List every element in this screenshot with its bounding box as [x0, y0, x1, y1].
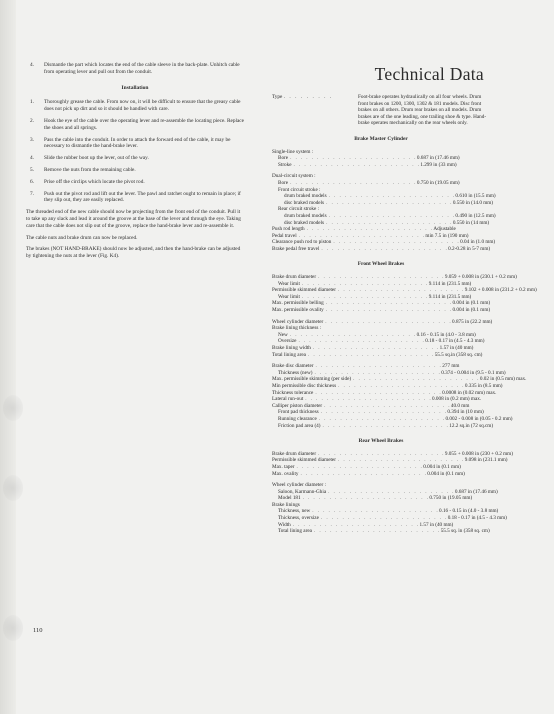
dot-leader: . . . . . . . . . . . . . . . . . . . . . . . .: [322, 422, 450, 429]
spec-row: [272, 281, 490, 288]
spec-value: 55.5 sq.in (358 sq. cm): [434, 351, 483, 358]
spec-label: Max. permissible belling: [272, 300, 324, 307]
spec-label: New: [278, 331, 288, 338]
spec-value: 0.687 in (17.46 mm): [416, 155, 460, 162]
spec-value: Adjustable: [433, 226, 456, 233]
dot-leader: . . . . . . . . . . . . . . . . . . . . . . . .: [337, 287, 465, 294]
spec-label: Permissible skimmed diameter: [272, 287, 336, 294]
step-number: 4.: [30, 62, 34, 68]
spec-label: Oversize: [278, 338, 297, 345]
dot-leader: . . . . . . . . . . . . . . . . . . . . . . . .: [325, 300, 453, 307]
spec-row: [272, 220, 490, 227]
spec-label: Front circuit stroke :: [278, 186, 321, 193]
numbered-step: [26, 167, 244, 174]
dot-leader: . . . . . . . . . . . . . . . . . . . . . . . .: [292, 521, 420, 528]
spec-value: 0.0008 in (0.02 mm) max.: [442, 389, 497, 396]
spec-label: Push rod length: [272, 226, 305, 233]
section-heading: Front Wheel Brakes: [357, 261, 405, 268]
dot-leader: [300, 502, 416, 509]
type-label: Type: [272, 94, 283, 100]
spec-row: [272, 180, 490, 187]
spec-value: 0.2-0.28 in 5-7 mm): [448, 245, 491, 252]
spec-row: [272, 471, 490, 478]
spec-label: Wheel cylinder diameter: [272, 318, 324, 325]
numbered-step: [26, 62, 244, 76]
spec-row: [272, 382, 503, 390]
spec-row: [272, 415, 513, 423]
step-text: Thoroughly grease the cable. From now on, it will be difficult to ensure that the greasy cable does not pick up dirt and so it should be handled with care.: [44, 99, 241, 113]
dot-leader: . . . . . . . . . . . . . . . . . . . . . . . .: [326, 219, 453, 226]
spec-row: [272, 155, 490, 162]
spec-label: Rear circuit stroke :: [278, 206, 320, 213]
spec-label: disc braked models: [284, 199, 325, 206]
step-number: 1.: [30, 99, 34, 106]
dot-leader: . . . . . . . . . . . . . . . . . . . . . . . .: [307, 351, 435, 358]
spec-value: 0.875 in (22.2 mm): [452, 318, 493, 325]
spec-row: [272, 363, 490, 370]
spec-value: [416, 173, 490, 180]
spec-row: [272, 307, 490, 314]
adjust-paragraph: The brakes (NOT HAND-BRAKE) should now be adjusted, and then the hand-brake can be adjusted by tightening the nuts at the lever (Fig. K4).: [26, 246, 241, 260]
spec-label: Friction pad area (4): [278, 422, 321, 429]
dot-leader: . . . . . . . . . . . . . . . . . . . . . . . .: [337, 457, 465, 464]
spec-row: [272, 495, 490, 502]
spec-row: [272, 345, 490, 352]
spec-label: Calliper piston diameter: [272, 402, 323, 409]
spec-value: 0.008 in (0.2 mm) max.: [432, 396, 482, 403]
step-text: Dismantle the part which locates the end of the cable sleeve in the back-plate. Unhitch cable from operating lever and pull out from the conduit.: [44, 62, 240, 75]
spec-label: disc braked models: [284, 219, 325, 226]
intro-steps: [26, 62, 244, 76]
spec-label: Max. ovality: [272, 470, 299, 477]
spec-value: 0.18 - 0.17 in (4.5 - 4.3 mm): [425, 338, 485, 345]
spec-label: Brake pedal free travel: [272, 245, 320, 252]
spec-label: Thickness, oversize: [278, 515, 319, 522]
spec-row: [272, 318, 493, 326]
spec-row: [272, 162, 490, 169]
spec-label: Thickness (new): [278, 369, 313, 376]
spec-label: Min permissible disc thickness: [272, 382, 337, 389]
dot-leader: . . . . . . . . . . . . . . . . . . . . . . . .: [318, 274, 445, 281]
spec-value: 9.102 + 0.008 in (231.2 + 0.2 mm): [464, 287, 537, 294]
spec-value: 40.0 mm: [450, 402, 470, 409]
spec-value: 1.299 in (33 mm): [420, 161, 457, 168]
spec-value: 9.059 + 0.008 in (230.1 + 0.2 mm): [444, 274, 517, 281]
spec-label: Brake drum diameter: [272, 274, 317, 281]
spec-label: Thickness, new: [278, 508, 311, 515]
spec-row: [272, 338, 490, 345]
dot-leader: . . . . . . . . . . . . . . . . . . . . . . . .: [293, 161, 421, 168]
dot-leader: . . . . . . . . . . . . . . . . . . . . . . . .: [313, 528, 441, 535]
spec-label: Brake disc diameter: [272, 363, 314, 370]
page-number: 110: [33, 627, 43, 634]
spec-value: 0.16 - 0.15 in (4.0 - 3.8 mm): [439, 508, 499, 515]
step-number: 5.: [30, 166, 34, 173]
dot-leader: . . . . . . . . . . . . . . . . . . . . . . . .: [318, 415, 446, 422]
spec-value: 0.16 - 0.15 in (4.0 - 3.8 mm): [416, 331, 476, 338]
spec-row: [272, 376, 527, 383]
spec-row: [272, 515, 507, 522]
spec-row: [272, 173, 490, 180]
spec-value: 0.004 in (0.1 mm): [452, 307, 491, 314]
step-text: Prise off the circlips which locate the pivot rod.: [44, 178, 145, 185]
spec-row: [272, 246, 490, 253]
dot-leader: . . . . . . . . . . . . . . . . . . . . . . . .: [318, 450, 445, 457]
spec-value: 0.394 in (10 mm): [447, 409, 484, 416]
spec-value: 0.002 - 0.008 in (0.05 - 0.2 mm): [445, 415, 513, 422]
page-smudge: [3, 475, 23, 501]
step-text: Hook the eye of the cable over the operating lever and re-assemble the locating piece. Replace the shoes and all springs.: [44, 117, 245, 131]
spec-value: 0.610 in (15.5 mm): [455, 193, 496, 200]
spec-label: Clearance push rod to piston: [272, 239, 332, 246]
spec-label: drum braked models: [284, 193, 327, 200]
page-smudge: [3, 395, 23, 421]
section-heading: Brake Master Cylinder: [354, 135, 408, 142]
spec-value: [416, 482, 490, 489]
spec-label: Single-line system :: [272, 148, 314, 155]
step-text: Pass the cable into the conduit. In order to attach the forward end of the cable, it may be necessary to dismantle the hand-brake lever.: [44, 136, 231, 150]
spec-value: 0.004 in (0.1 mm): [452, 300, 491, 307]
dot-leader: . . . . . . . . . . . . . . . . . . . . . . . .: [333, 239, 461, 246]
dot-leader: . . . . . . . . . . . . . . . . . . . . . . . .: [296, 463, 424, 470]
spec-label: Thickness tolerance: [272, 389, 314, 396]
spec-label: Max. permissible skimming (per side): [272, 376, 352, 383]
spec-label: Wear limit: [278, 280, 300, 287]
spec-sections: [272, 135, 537, 535]
type-label-cell: [272, 94, 358, 127]
spec-value: 0.004 in (0.1 mm): [423, 463, 461, 470]
spec-value: 0.02 in (0.5 mm) max.: [479, 376, 527, 383]
spec-label: Brake linings: [272, 501, 300, 508]
spec-label: Total lining area: [272, 351, 306, 358]
spec-label: Max. taper: [272, 463, 295, 470]
spec-row: [272, 239, 496, 246]
spec-label: drum braked models: [284, 212, 327, 219]
spec-value: [416, 325, 490, 332]
spec-label: Wheel cylinder diameter :: [272, 482, 327, 489]
step-text: Slide the rubber boot up the lever, out of the way.: [44, 155, 149, 162]
spec-row: [272, 212, 496, 220]
dot-leader: . . . . . . . . . . . . . . . . . . . . . . . .: [315, 363, 443, 370]
spec-value: 0.335 in (8.5 mm): [464, 382, 503, 389]
dot-leader: . . . . . . . . . . . . . . . . . . . . . . . .: [325, 307, 453, 314]
spec-value: 9.114 in (231.5 mm): [428, 293, 472, 300]
spec-row: [272, 233, 490, 240]
dot-leader: . . . . . . . . . . . . . . . . . . . . . . . .: [289, 331, 417, 338]
spec-label: Brake lining width: [272, 345, 311, 351]
spec-label: Bore: [278, 179, 289, 186]
spec-row: [272, 193, 496, 200]
spec-row: [272, 274, 517, 281]
dot-leader: . . . . . . . . . . . . . . . . . . . . . . . .: [320, 409, 448, 416]
dot-leader: . . . . . . . . . . . . . . . . . . . . . . . .: [312, 345, 440, 351]
dot-leader: . . . . . . . . . . . . . . . . . . . . . . . .: [353, 376, 480, 383]
type-dots: . . . . . . . . .: [283, 94, 333, 100]
spec-label: Stroke: [278, 161, 292, 168]
spec-label: Brake lining thickness :: [272, 325, 322, 332]
spec-value: 0.374 - 0.004 in (9.5 - 0.1 mm): [441, 369, 506, 376]
spec-row: [272, 422, 494, 430]
spec-value: 12.2 sq.in (72 sq.cm): [449, 422, 494, 429]
numbered-step: [26, 99, 244, 113]
dot-leader: . . . . . . . . . . . . . . . . . . . . . . . .: [306, 226, 434, 233]
dot-leader: . . . . . . . . . . . . . . . . . . . . . . . .: [328, 193, 456, 200]
installation-steps: [26, 99, 244, 204]
dot-leader: . . . . . . . . . . . . . . . . . . . . . . . .: [302, 495, 430, 502]
spec-value: 0.490 in (12.5 mm): [455, 212, 496, 219]
spec-label: Brake drum diameter: [272, 450, 317, 457]
spec-value: 0.550 in (14.0 mm): [452, 199, 494, 206]
dot-leader: [316, 173, 416, 180]
step-number: 7.: [30, 190, 34, 197]
spec-label: Model 181: [278, 495, 301, 502]
spec-label: Max. permissible ovality: [272, 307, 324, 314]
spec-label: Front pad thickness: [278, 409, 319, 416]
dot-leader: . . . . . . . . . . . . . . . . . . . . . . . .: [298, 338, 426, 345]
numbered-step: [26, 179, 244, 186]
spec-value: 277 mm: [442, 363, 460, 370]
page-title: Technical Data: [374, 64, 484, 84]
spec-row: [272, 352, 490, 359]
spec-value: 0.750 in (19.05 mm): [416, 179, 460, 186]
spec-label: Dual-circuit system :: [272, 173, 316, 180]
dot-leader: . . . . . . . . . . . . . . . . . . . . . . . .: [320, 515, 448, 522]
dot-leader: . . . . . . . . . . . . . . . . . . . . . . . .: [298, 232, 426, 239]
type-row: [272, 94, 490, 127]
section-heading: Rear Wheel Brakes: [358, 438, 404, 445]
spec-row: [272, 450, 513, 458]
cable-paragraph: The threaded end of the new cable should now be projecting from the front end of the conduit. Pull it to take up any slack and lead it around the groove at the base of the lever and through the eye. Taking care that the cable does not slip out of the groove, replace the hand-brake lever and re-assemble it.: [26, 209, 241, 229]
spec-value: 0.750 in (19.05 mm): [429, 495, 473, 502]
page-binding-edge: [0, 0, 16, 714]
spec-value: [416, 206, 490, 213]
dot-leader: . . . . . . . . . . . . . . . . . . . . . . . .: [328, 488, 455, 495]
spec-value: 9.055 + 0.008 in (230 + 0.2 mm): [444, 450, 513, 457]
spec-label: Total lining area: [278, 528, 312, 535]
dot-leader: . . . . . . . . . . . . . . . . . . . . . . . .: [314, 369, 442, 376]
spec-label: Width: [278, 521, 291, 528]
installation-heading: Installation: [121, 84, 149, 91]
spec-row: [272, 457, 508, 464]
spec-row: [272, 226, 490, 233]
numbered-step: [26, 137, 244, 151]
spec-value: 0.550 in (14 mm): [452, 219, 490, 226]
spec-label: Lateral run-out: [272, 396, 304, 403]
dot-leader: . . . . . . . . . . . . . . . . . . . . . . . .: [301, 280, 429, 287]
spec-value: 9.114 in (231.5 mm): [428, 280, 472, 287]
spec-value: min 7.5 in (190 mm): [425, 232, 469, 239]
dot-leader: . . . . . . . . . . . . . . . . . . . . . . . .: [305, 396, 433, 403]
spec-label: Bore: [278, 155, 289, 162]
left-column: [26, 62, 244, 265]
dot-leader: [319, 206, 416, 213]
spec-value: 0.04 in (1.0 mm): [460, 239, 496, 246]
dot-leader: [321, 187, 416, 194]
dot-leader: [321, 325, 416, 332]
dot-leader: [326, 482, 416, 489]
spec-row: [272, 199, 494, 207]
spec-value: 1.57 in (40 mm): [419, 521, 454, 528]
dot-leader: . . . . . . . . . . . . . . . . . . . . . . . .: [290, 179, 417, 186]
right-column: [272, 62, 537, 535]
step-text: Remove the nuts from the remaining cable.: [44, 166, 136, 173]
step-number: 4.: [30, 155, 34, 162]
spec-value: 1.57 in (40 mm): [439, 345, 474, 351]
spec-label: Pedal travel: [272, 232, 297, 239]
spec-value: 9.098 in (231.1 mm): [464, 457, 508, 464]
spec-label: Saloon, Karmann-Ghia: [278, 488, 327, 495]
spec-value: 55.5 sq. in (358 sq. cm): [440, 528, 490, 535]
dot-leader: . . . . . . . . . . . . . . . . . . . . . . . .: [315, 389, 443, 396]
spec-label: Permissible skimmed diameter: [272, 457, 336, 464]
spec-value: 0.004 in (0.1 mm): [427, 470, 465, 477]
dot-leader: . . . . . . . . . . . . . . . . . . . . . . . .: [290, 155, 417, 162]
dot-leader: . . . . . . . . . . . . . . . . . . . . . . . .: [301, 293, 429, 300]
dot-leader: . . . . . . . . . . . . . . . . . . . . . . . .: [324, 402, 451, 409]
step-number: 3.: [30, 136, 34, 143]
dot-leader: . . . . . . . . . . . . . . . . . . . . . . . .: [300, 470, 428, 477]
numbered-step: [26, 118, 244, 132]
spec-value: 0.687 in (17.46 mm): [454, 488, 498, 495]
dot-leader: [313, 149, 416, 156]
spec-row: [272, 325, 490, 332]
spec-row: [272, 482, 490, 489]
page-smudge: [3, 615, 23, 641]
replace-paragraph: The cable nuts and brake drum can now be replaced.: [26, 234, 138, 241]
spec-row: [272, 287, 537, 294]
spec-row: [272, 528, 490, 535]
step-number: 6.: [30, 178, 34, 185]
spec-label: Wear limit: [278, 293, 300, 300]
spec-row: [272, 396, 490, 403]
spec-label: Running clearance: [278, 415, 317, 422]
dot-leader: . . . . . . . . . . . . . . . . . . . . . . . .: [312, 508, 440, 515]
dot-leader: . . . . . . . . . . . . . . . . . . . . . . . .: [326, 199, 453, 206]
spec-value: 0.18 - 0.17 in (4.5 - 4.3 mm): [447, 515, 507, 522]
dot-leader: . . . . . . . . . . . . . . . . . . . . . . . .: [338, 382, 465, 389]
dot-leader: . . . . . . . . . . . . . . . . . . . . . . . .: [325, 318, 453, 325]
dot-leader: . . . . . . . . . . . . . . . . . . . . . . . .: [321, 245, 449, 252]
step-text: Push out the pivot rod and lift out the lever. The pawl and ratchet ought to remain in place; if they slip out, they are easily replaced.: [44, 190, 241, 204]
step-number: 2.: [30, 117, 34, 124]
type-value: Foot-brake operates hydraulically on all four wheels. Drum front brakes on 1200, 1300, 1302 & 181 models. Disc front brakes on all others. Drum rear brakes on all models. Drum brakes are of the one leading, one trailing shoe & type. Hand-brake operates mechanically on the rear wheels only.: [358, 94, 487, 127]
numbered-step: [26, 155, 244, 162]
spec-row: [272, 464, 490, 471]
numbered-step: [26, 191, 244, 205]
spec-row: [272, 409, 490, 416]
spec-row: [272, 206, 490, 213]
dot-leader: . . . . . . . . . . . . . . . . . . . . . . . .: [328, 212, 456, 219]
